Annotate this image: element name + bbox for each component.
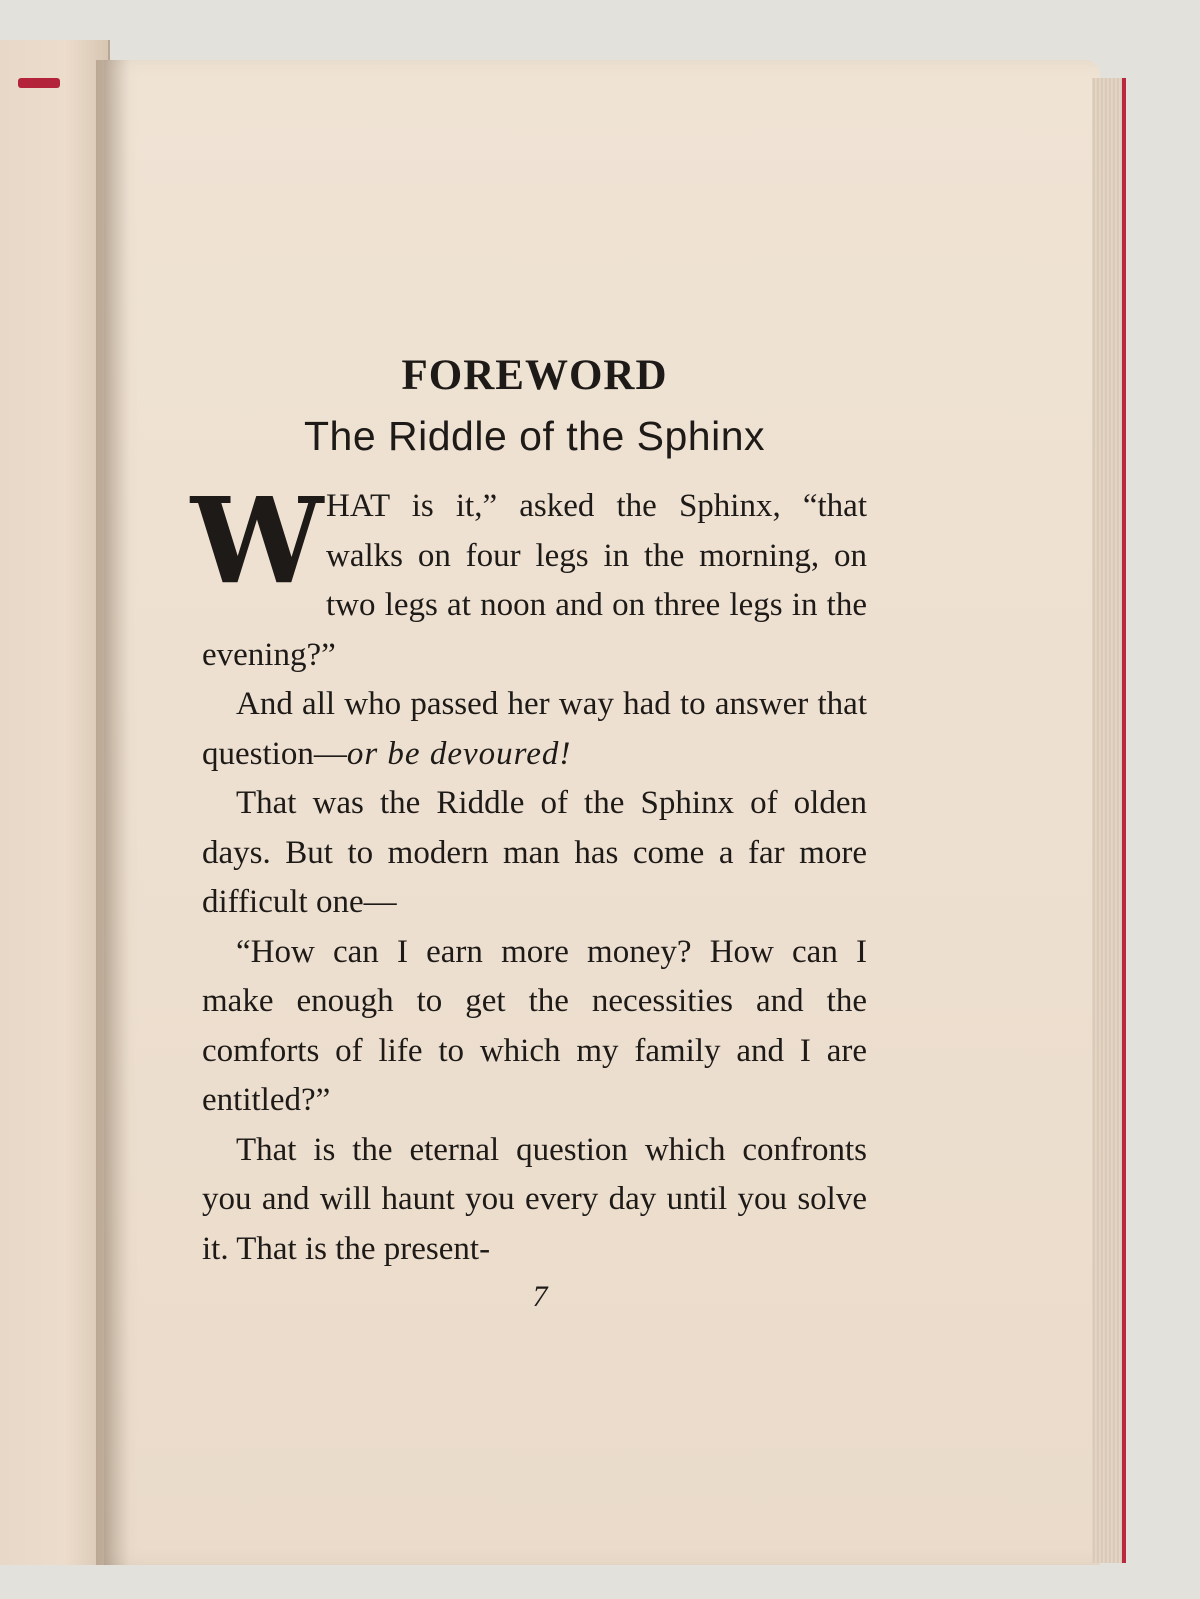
italic-phrase: or be devoured! bbox=[346, 735, 572, 772]
paragraph-1: W HAT is it,” asked the Sphinx, “that walks on four legs in the morning, on two legs at noon and on three legs in the evening?” bbox=[190, 471, 867, 673]
paragraph-5: That is the eternal question which confronts you and will haunt you every day until you solve it. That is the present- bbox=[202, 1131, 867, 1267]
cover-edge bbox=[18, 78, 60, 88]
paragraph-3: That was the Riddle of the Sphinx of olden days. But to modern man has come a far more difficult one— bbox=[202, 785, 867, 920]
svg-text:W: W bbox=[190, 471, 324, 610]
page-number: 7 bbox=[532, 1280, 548, 1313]
paragraph-2: And all who passed her way had to answer that question—or be devoured! bbox=[202, 686, 867, 772]
paragraph-4: “How can I earn more money? How can I make enough to get the necessities and the comforts of life to which my family and I are entitled?” bbox=[202, 933, 867, 1118]
page-subheading: The Riddle of the Sphinx bbox=[304, 413, 765, 459]
page-edges bbox=[1092, 78, 1126, 1563]
page-text bbox=[190, 350, 867, 1274]
page-heading: FOREWORD bbox=[401, 352, 668, 399]
spine-shadow bbox=[96, 60, 130, 1565]
drop-cap-w bbox=[190, 471, 324, 610]
facing-page bbox=[0, 40, 110, 1565]
